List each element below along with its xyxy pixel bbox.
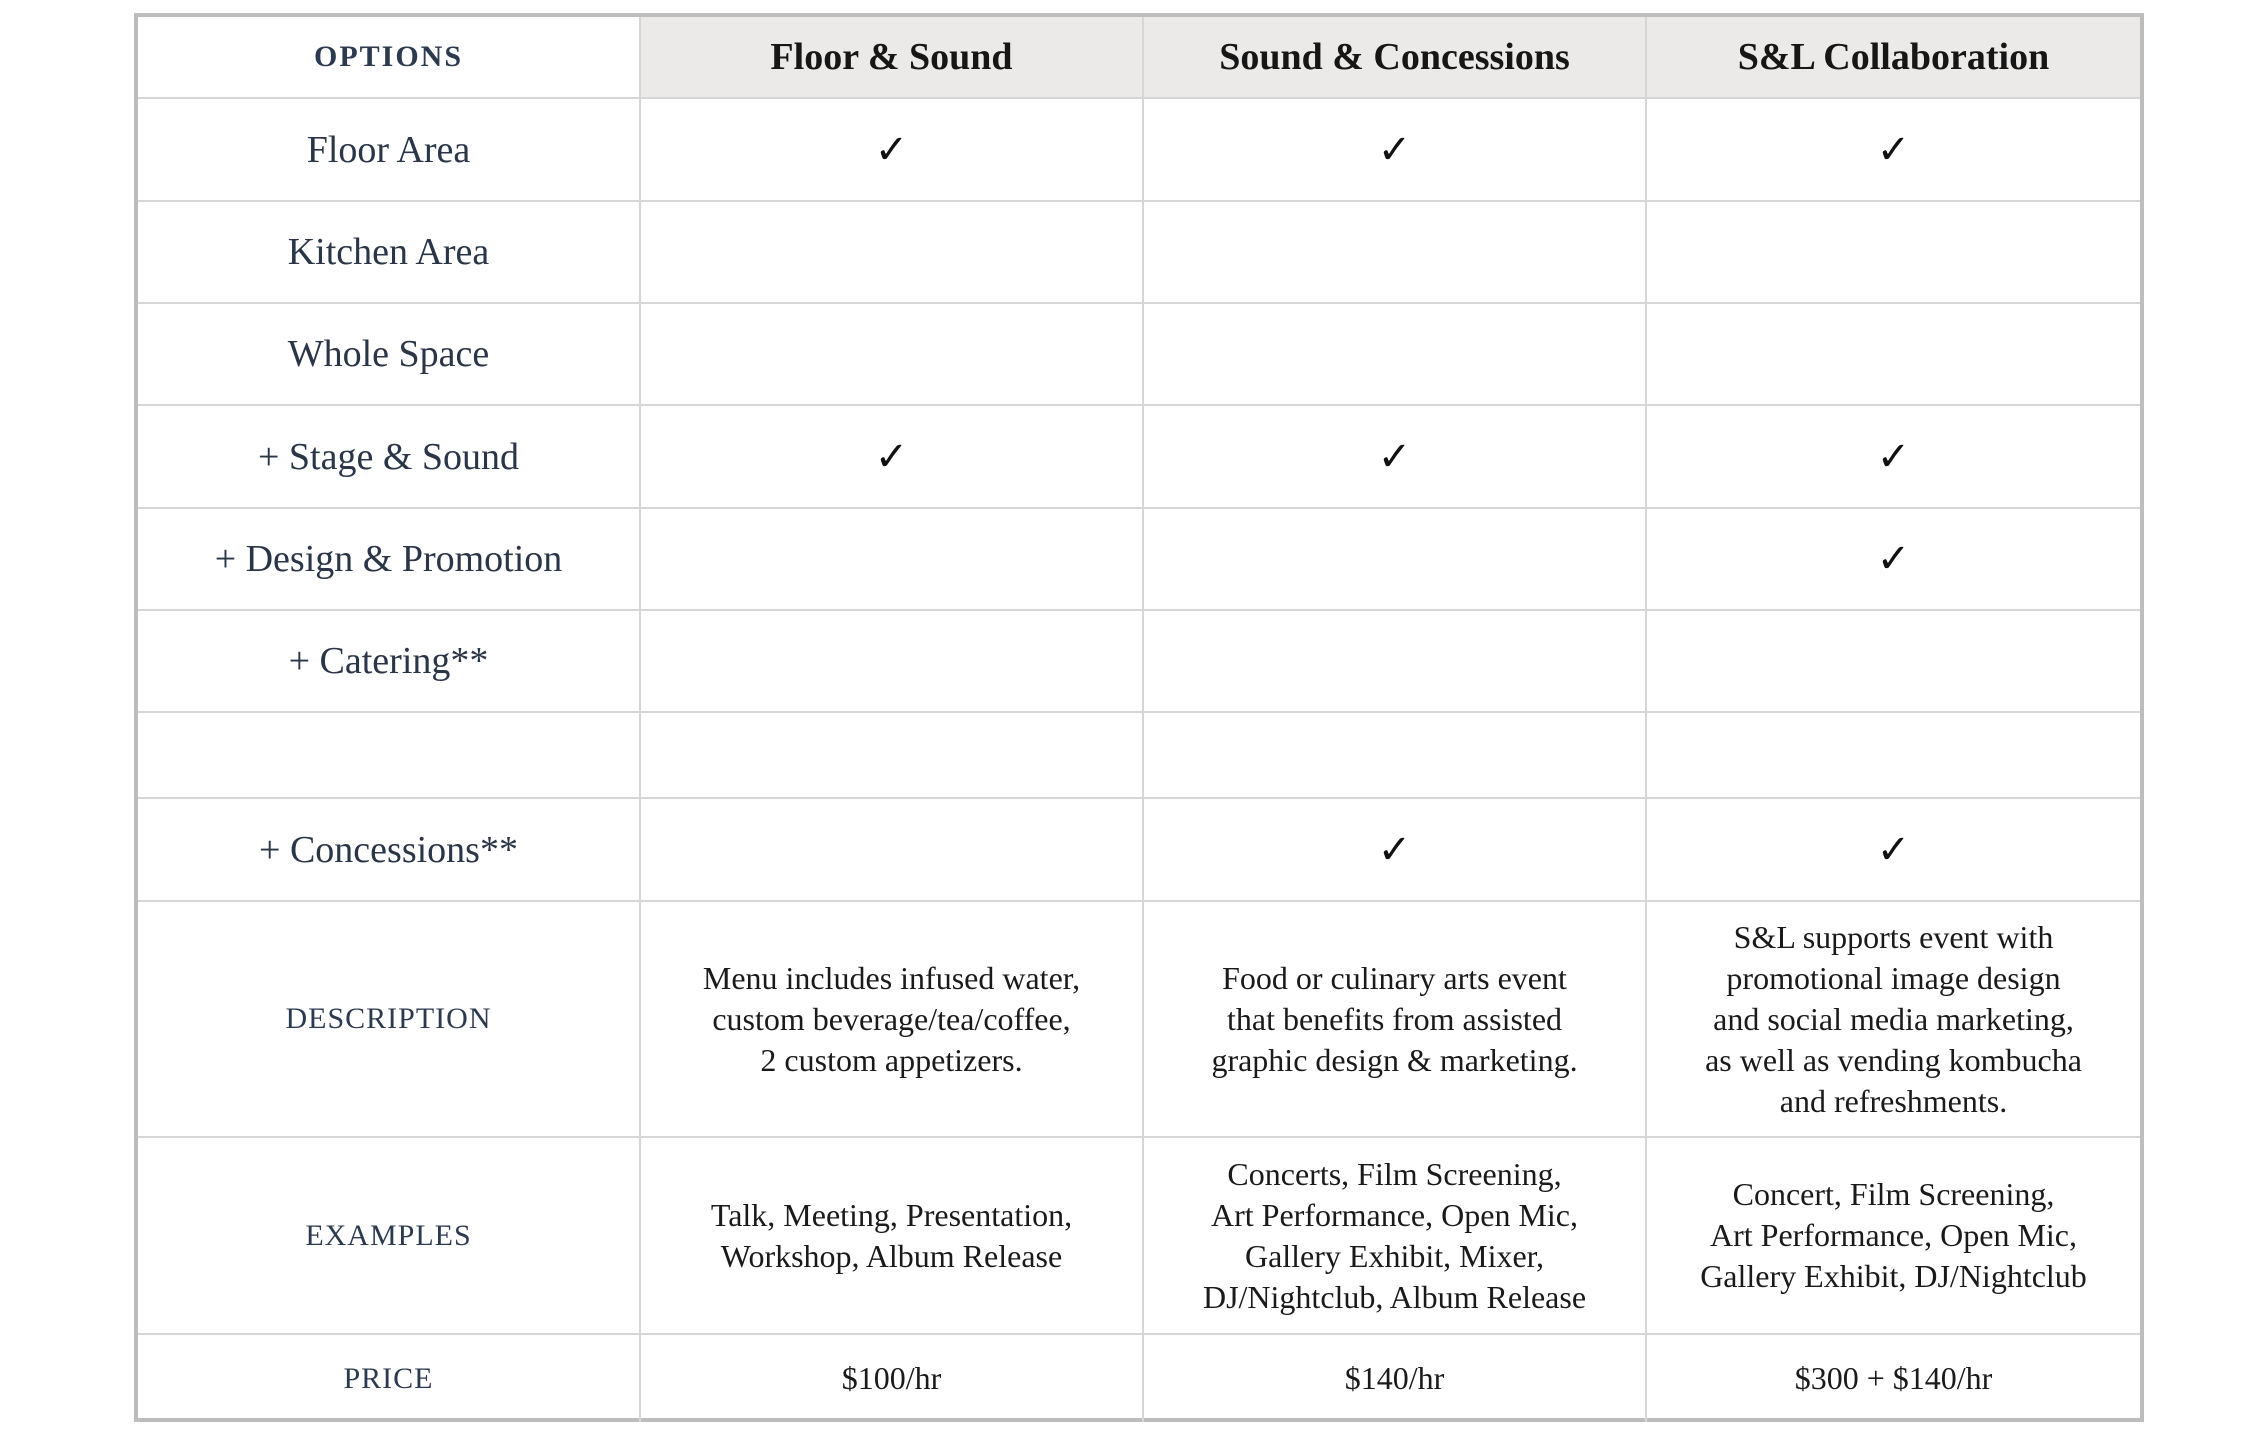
empty-cell [1144,509,1647,611]
row-label-concessions: + Concessions** [138,799,641,902]
description-floor-sound: Menu includes infused water, custom beverage/tea/coffee, 2 custom appetizers. [641,902,1144,1138]
checkmark-icon: ✓ [641,406,1144,509]
empty-cell [1647,713,2140,799]
checkmark-icon: ✓ [1144,406,1647,509]
price-floor-sound: $100/hr [641,1335,1144,1422]
row-label-stage-sound: + Stage & Sound [138,406,641,509]
price-sl-collaboration: $300 + $140/hr [1794,1360,1993,1396]
empty-cell [641,304,1144,406]
empty-cell [1144,304,1647,406]
checkmark-icon: ✓ [1144,99,1647,202]
empty-cell [641,713,1144,799]
examples-sl-collaboration: Concert, Film Screening, Art Performance, Open Mic, Gallery Exhibit, DJ/Nightclub [1647,1138,2140,1335]
row-label-catering: + Catering** [138,611,641,713]
row-label-price: PRICE [138,1335,641,1422]
empty-cell [1144,611,1647,713]
description-sound-concessions: Food or culinary arts event that benefits from assisted graphic design & marketing. [1144,902,1647,1138]
checkmark-icon: ✓ [641,99,1144,202]
row-label-kitchen-area: Kitchen Area [138,202,641,304]
row-label-examples: EXAMPLES [138,1138,641,1335]
checkmark-icon: ✓ [1144,799,1647,902]
empty-cell [1647,304,2140,406]
empty-cell [1647,202,2140,304]
checkmark-icon: ✓ [1647,799,2140,902]
column-header-sl-collaboration: S&L Collaboration [1647,17,2140,99]
checkmark-icon: ✓ [1647,99,2140,202]
checkmark-icon: ✓ [1647,406,2140,509]
empty-cell [641,509,1144,611]
row-label-design-promotion: + Design & Promotion [138,509,641,611]
row-label-blank [138,713,641,799]
empty-cell [1647,611,2140,713]
row-label-whole-space: Whole Space [138,304,641,406]
empty-cell [641,202,1144,304]
empty-cell [641,611,1144,713]
checkmark-icon: ✓ [1647,509,2140,611]
examples-floor-sound: Talk, Meeting, Presentation, Workshop, Album Release [641,1138,1144,1335]
row-label-floor-area: Floor Area [138,99,641,202]
empty-cell [641,799,1144,902]
column-header-floor-sound: Floor & Sound [641,17,1144,99]
description-sl-collaboration: S&L supports event with promotional image design and social media marketing, as well as vending kombucha and refreshments. [1647,902,2140,1138]
column-header-sound-concessions: Sound & Concessions [1144,17,1647,99]
pricing-table [134,13,2144,1422]
empty-cell [1144,713,1647,799]
row-label-description: DESCRIPTION [138,902,641,1138]
options-header: OPTIONS [138,17,641,99]
price-sound-concessions: $140/hr [1144,1335,1647,1422]
empty-cell [1144,202,1647,304]
examples-sound-concessions: Concerts, Film Screening, Art Performance, Open Mic, Gallery Exhibit, Mixer, DJ/Nightclub, Album Release [1144,1138,1647,1335]
